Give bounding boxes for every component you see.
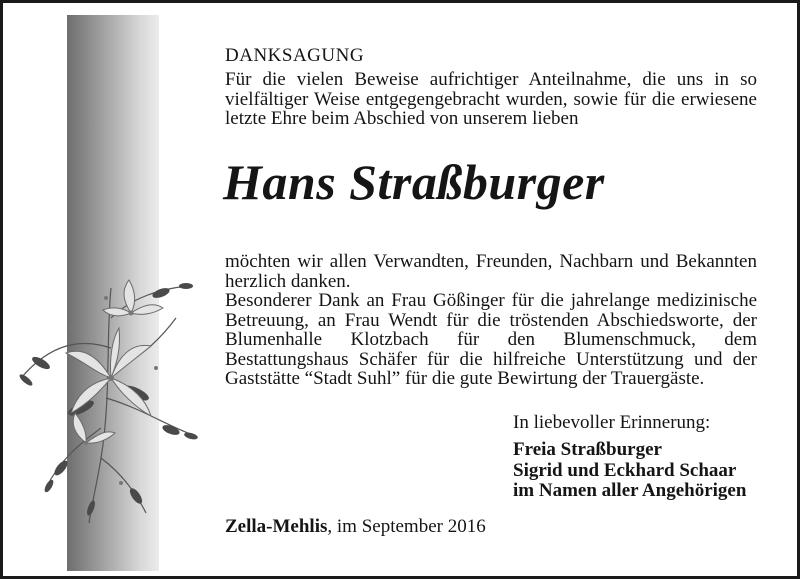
- special-thanks-paragraph: Besonderer Dank an Frau Gößinger für die jahrelange medizinische Betreuung, an Frau Wendt für die tröstenden Abschiedsworte, der Blumenhalle Klotzbach für den Blumenschmuck, dem Bestattungshaus Schäfer für die hilfreiche Unterstützung und der Gaststätte “Stadt Suhl” für die gute Bewirtung der Trauergäste.: [225, 290, 757, 389]
- deceased-name: Hans Straßburger: [223, 154, 605, 210]
- signer-line: im Namen aller Angehörigen: [513, 480, 747, 501]
- intro-paragraph: Für die vielen Beweise aufrichtiger Anteilnahme, die uns in so vielfältiger Weise entgegengebracht wurden, sowie für die erwiesene letzte Ehre beim Abschied von unserem lieben: [225, 69, 757, 129]
- memory-line: In liebevoller Erinnerung:: [513, 412, 711, 433]
- signer-line: Freia Straßburger: [513, 439, 662, 460]
- date-text: , im September 2016: [327, 516, 486, 537]
- signers-block: [513, 440, 746, 502]
- thanks-paragraph: möchten wir allen Verwandten, Freunden, Nachbarn und Bekannten herzlich danken.: [225, 251, 757, 292]
- signer-line: Sigrid und Eckhard Schaar: [513, 459, 737, 481]
- place-name: Zella-Mehlis: [225, 516, 328, 537]
- flower-arrangement-image: [11, 258, 211, 528]
- heading-danksagung: DANKSAGUNG: [225, 45, 365, 66]
- place-date-line: [225, 516, 486, 538]
